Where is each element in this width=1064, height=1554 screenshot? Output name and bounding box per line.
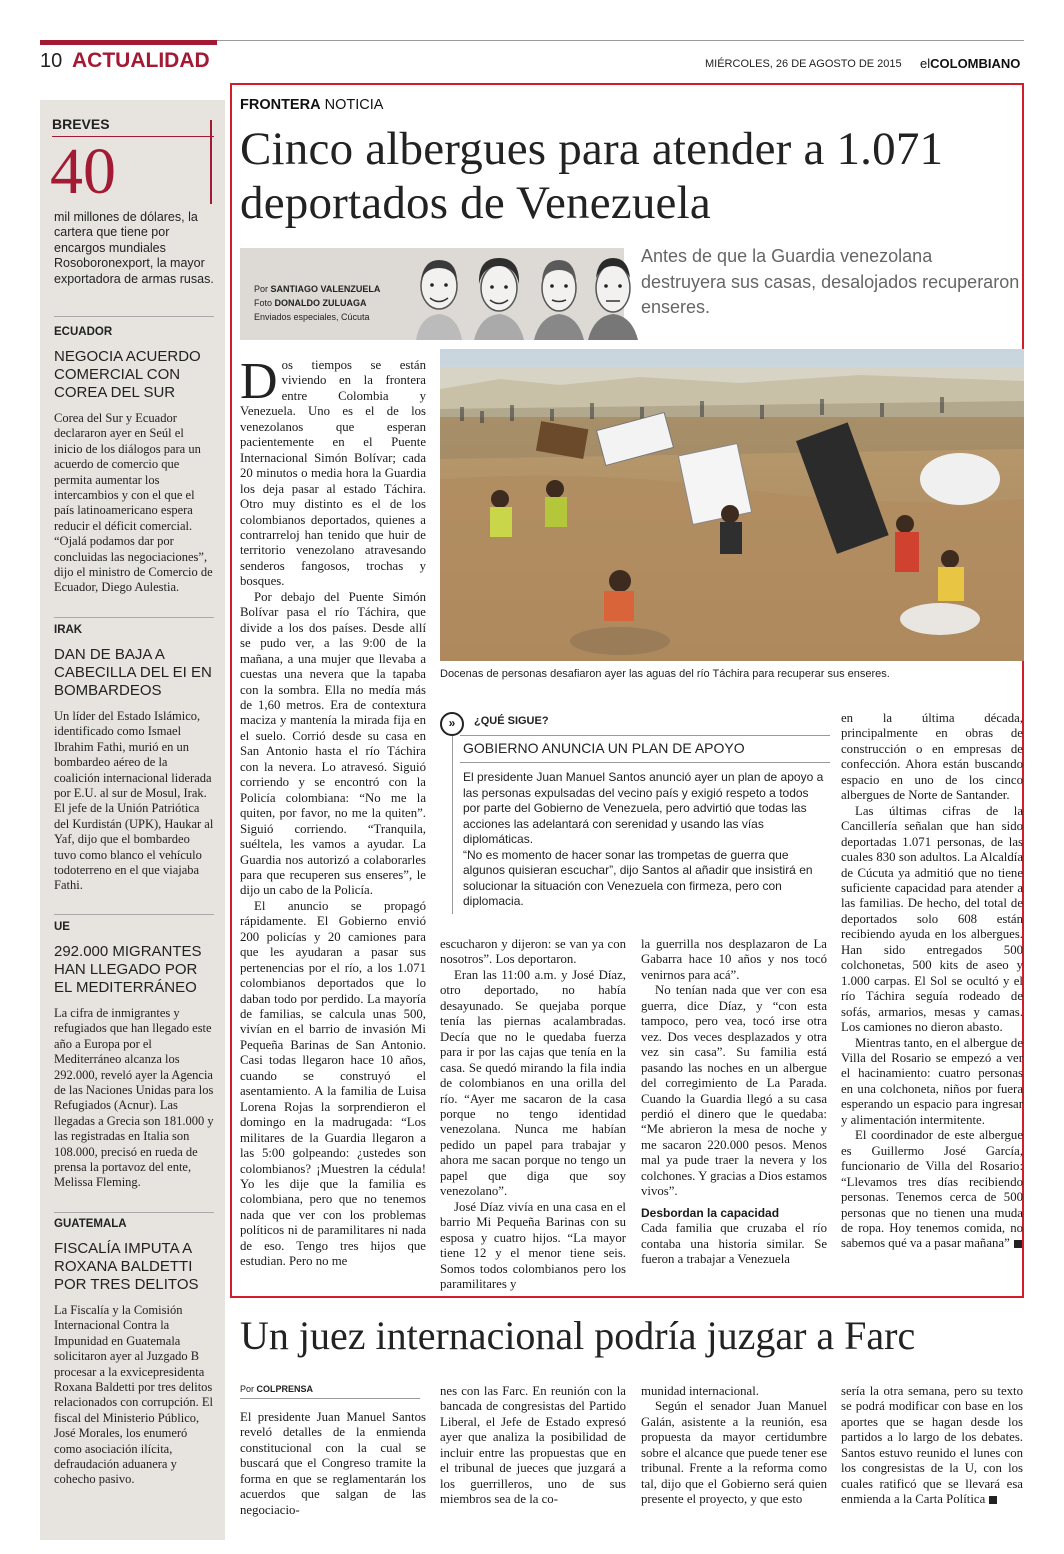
- article-column-1: [240, 353, 426, 1270]
- paragraph: Mientras tanto, en el albergue de Villa del Rosario se empezó a ver el hacinamiento: cuatro personas en una colchoneta, niños por fuera esperando un espacio para ingresar y alimentación intermitente.: [841, 1035, 1023, 1127]
- sidebar-item-ecuador: [54, 326, 214, 596]
- big-number-description: mil millones de dólares, la cartera que tiene por encargos mundiales Rosoboronexport, la mayor exportadora de armas rusas.: [54, 210, 214, 286]
- sidebar-item-text: Corea del Sur y Ecuador declararon ayer en Seúl el inicio de los diálogos para un acuerdo de comercio que permita aumentar los intercambios y con el que el país latinoamericano espera reducir el déficit comercial. “Ojalá podamos dar por concluidas las negociaciones”, dijo el ministro de Comercio de Ecuador, Diego Aulestia.: [54, 411, 213, 595]
- section-accent-bar: [40, 40, 217, 45]
- paragraph: José Díaz vivía en una casa en el barrio Mi Pequeña Barinas con su esposa y cuatro hijos. “La mayor tiene 12 y el menor tiene seis. Somos todos colombianos pero los paramilitares y: [440, 1199, 626, 1291]
- page-number: 10: [40, 50, 63, 72]
- sidebar-item-headline: NEGOCIA ACUERDO COMERCIAL CON COREA DEL SUR: [54, 348, 201, 401]
- article-photo: [440, 349, 1024, 661]
- dropcap: D: [240, 353, 278, 410]
- paragraph: escucharon y dijeron: se van ya con nosotros”. Los deportaron.: [440, 937, 626, 967]
- photographer-portrait: [584, 250, 642, 340]
- paragraph: “No es momento de hacer sonar las trompetas de guerra que algunos quisieran escuchar”, dijo Santos al añadir que insistirá en solucionar la situación con Venezuela con firmeza, pero con diplomacia.: [463, 847, 813, 908]
- sidebar-item-headline: FISCALÍA IMPUTA A ROXANA BALDETTI POR TRES DELITOS: [54, 1240, 199, 1293]
- paragraph: en la última década, principalmente en obras de construcción o en empresas de confección. Ahora están buscando espacio en uno de los cinco albergues de Norte de Santander.: [841, 711, 1023, 803]
- que-sigue-rule: [460, 762, 830, 763]
- que-sigue-label: ¿QUÉ SIGUE?: [474, 715, 549, 727]
- sidebar-divider: [54, 316, 214, 317]
- big-number: 40: [50, 135, 116, 208]
- paragraph-text: El coordinador de este albergue es Guillermo José García, funcionario de Villa del Rosario: “Llevamos tres días recibiendo personas. Tenemos cerca de 500 personas que no tienen una muda de ropa. Hoy tenemos comida, no sabemos qué va a pasar mañana”: [841, 1128, 1023, 1251]
- sidebar-divider: [54, 914, 214, 915]
- paragraph: El presidente Juan Manuel Santos reveló detalles de la enmienda constitucional con la cual se buscará que el Congreso tramite la forma en que se reglamentarán los acuerdos que salgan de las negociacio-: [240, 1410, 426, 1517]
- paragraph: El anuncio se propagó rápidamente. El Gobierno envió 200 policías y 20 camiones para que les ayudaran a pasar sus pertenencias por el río, a los 1.071 colombianos deportados que lo daban todo por perdido. La mayoría de familias, se calcula unas 500, vivían en el barrio de invasión Mi Pequeña Barinas de San Antonio. Casi todas llegaron hace 10 años, cuando se construyó el asentamiento. A la familia de Luisa Lorena Rojas la sorprendieron el domingo en la madrugada: “Los militares de la Guardia llegaron a las 5:00 golpeando: ¿ustedes son colombianos? ¡Muestren la cédula! Yo les dije que la familia es colombiana, pero que no tenemos nada que ver con los problemas políticos ni de paramilitares ni nada de eso. Tengo tres hijos que estudian. Pero no me: [240, 898, 426, 1269]
- paragraph: Según el senador Juan Manuel Galán, asistente a la reunión, esa propuesta da mayor certidumbre sobre el alcance que puede tener ese tribunal. Frente a la reforma como tal, dijo que el Gobierno será quien presente el proyecto, y que esto: [641, 1399, 827, 1507]
- kicker-topic: FRONTERA: [240, 97, 321, 113]
- sidebar-divider: [54, 1212, 214, 1213]
- article-headline: Cinco albergues para atender a 1.071 deportados de Venezuela: [240, 123, 944, 229]
- breves-title: BREVES: [52, 116, 110, 132]
- article-column-3: [641, 937, 827, 1268]
- end-mark: [1014, 1240, 1022, 1248]
- photo-credit-prefix: Foto: [254, 298, 275, 308]
- paragraph-text: os tiempos se están viviendo en la frontera entre Colombia y Venezuela. Uno es el de los venezolanos que esperan pacientemente en el Puente Internacional Simón Bolívar; cada 20 minutos o media hora la Guardia los deja pasar al estado Táchira. Otro muy distinto es el de los colombianos deportados, quienes a contrarreloj han tenido que huir de territorio venezolano atravesando senderos fangosos, trochas y bosques.: [240, 358, 426, 589]
- sidebar-divider: [54, 617, 214, 618]
- section-title: ACTUALIDAD: [72, 49, 210, 72]
- paragraph: munidad internacional.: [641, 1384, 759, 1398]
- paragraph: [841, 1384, 1023, 1508]
- byline: [254, 282, 380, 324]
- article2-headline: Un juez internacional podría juzgar a Farc: [240, 1313, 916, 1358]
- paragraph: El presidente Juan Manuel Santos anunció ayer un plan de apoyo a las personas expulsadas del vecino país y exigió respeto a todos por parte del Gobierno de Venezuela, pero advirtió que todas las acciones las adelantará con serenidad y usando las vías diplomáticas.: [463, 770, 824, 846]
- end-mark: [989, 1496, 997, 1504]
- kicker-type: NOTICIA: [320, 97, 384, 113]
- sidebar-item-guatemala: [54, 1218, 214, 1488]
- paragraph: [240, 353, 426, 590]
- paragraph: la guerrilla nos desplazaron de La Gabarra hace 10 años y nos tocó venirnos para acá”.: [641, 937, 827, 982]
- byline-prefix: Por: [240, 1384, 257, 1394]
- sidebar-item-text: La cifra de inmigrantes y refugiados que han llegado este año a Europa por el Mediterráneo alcanza los 292.000, reveló ayer la Agencia de las Naciones Unidas para los Refugiados (Acnur). Las llegadas a Grecia son 181.000 y las registradas en Italia son 108.000, precisó en rueda de prensa la portavoz del ente, Melissa Fleming.: [54, 1006, 214, 1190]
- sidebar-item-label: IRAK: [54, 624, 83, 636]
- sidebar-item-text: Un líder del Estado Islámico, identificado como Ismael Ibrahim Fathi, murió en un bombardeo aéreo de la coalición internacional liderada por E.U. al sur de Mosul, Irak. El jefe de la Unión Patriótica del Kurdistán (UPK), Haukar al Yaf, dijo que el bombardeo tuvo como blanco el vehículo todoterreno en el que viajaba Fathi.: [54, 709, 214, 893]
- paragraph: Por debajo del Puente Simón Bolívar pasa el río Táchira, que divide a los dos países. Desde allí se pudo ver, a las 9:00 de la mañana, a una mujer que llevaba a cuestas una nevera que la tapaba con la sombra. Ella no medía más de 1,60 metros. Era de contextura maciza y mantenía la mirada fija en el suelo. Corrió desde su casa en San Antonio hasta el río Táchira con la nevera. Lo atravesó. Siguió corriendo y se encontró con la Policía colombiana: “No me la quiten, por favor, no me la quiten”. Siguió corriendo. “Tranquila, suéltela, les vamos a ayudar. La Guardia nos autorizó a colaborarles para que recuperen sus enseres”, le dijo un cabo de la Policía.: [240, 589, 426, 898]
- byline-author: COLPRENSA: [256, 1384, 314, 1394]
- byline-role: Enviados especiales, Cúcuta: [254, 312, 370, 322]
- paragraph: [841, 1128, 1023, 1252]
- article-kicker: [240, 97, 383, 113]
- article2-column-2: [440, 1384, 626, 1508]
- byline-photographer: DONALDO ZULUAGA: [274, 298, 367, 308]
- article-column-2: [440, 937, 626, 1292]
- article2-byline: [240, 1384, 313, 1394]
- article-column-4: [841, 711, 1023, 1252]
- newspaper-brand: [920, 56, 1020, 71]
- article2-column-4: [841, 1384, 1023, 1508]
- byline-prefix: Por: [254, 284, 271, 294]
- author-portrait: [410, 250, 468, 340]
- paragraph: Cada familia que cruzaba el río contaba una historia similar. Se fueron a trabajar a Venezuela: [641, 1221, 827, 1267]
- article-deck: Antes de que la Guardia venezolana destruyera sus casas, desalojados recuperaron enseres.: [641, 246, 1020, 317]
- sidebar-item-headline: DAN DE BAJA A CABECILLA DEL EI EN BOMBARDEOS: [54, 646, 212, 699]
- sidebar-item-label: UE: [54, 921, 70, 933]
- sidebar-item-label: ECUADOR: [54, 326, 113, 338]
- sidebar-item-ue: [54, 921, 214, 1191]
- que-sigue-title: GOBIERNO ANUNCIA UN PLAN DE APOYO: [463, 740, 745, 756]
- sidebar-item-text: La Fiscalía y la Comisión Internacional Contra la Impunidad en Guatemala solicitaron ayer al Juzgado B procesar a la exvicepresidenta Roxana Baldetti por tres delitos relacionados con corrupción. El fiscal del Ministerio Público, José Morales, los enumeró como asociación ilícita, defraudación aduanera y cohecho pasivo.: [54, 1303, 213, 1487]
- paragraph: Las últimas cifras de la Cancillería señalan que han sido deportadas 1.071 personas, de las cuales 830 son adultos. La Alcaldía de Cúcuta ya admitió que no tiene suficiente capacidad para atender a las familias. De hecho, del total de deportados solo 608 están recibiendo ayuda en los albergues. Han sido entregados 500 colchonetas, 500 kits de aseo y 1.000 carpas. El Sol se ocultó y el río Táchira seguía rodeado de sofás, armarios, mesas y camas. Los camiones no dieron abasto.: [841, 803, 1023, 1035]
- paragraph: No tenían nada que ver con esa guerra, dice Díaz, y “con esta tampoco, pero vea, tocó irse otra vez. Dos veces desplazados y otra vez sin casa”. Su familia está pasando las noches en un albergue del corregimiento de La Parada. Cuando la Guardia llegó a su casa perdió el dinero que le quedaba: “Me abrieron la mesa de noche y me sacaron 220.000 pesos. Menos mal ya pude traer la nevera y los colchones. Y gracias a Dios estamos vivos”.: [641, 983, 827, 1199]
- paragraph-text: sería la otra semana, pero su texto se podrá modificar con base en los aportes que se hagan desde los partidos a lo largo de los debates. Santos estuvo reunido el lunes con los congresistas de la U, con los cuales ratificó que se llevará esa enmienda a la Carta Política: [841, 1384, 1023, 1507]
- brand-name: COLOMBIANO: [930, 56, 1021, 71]
- byline-author: SANTIAGO VALENZUELA: [270, 284, 381, 294]
- subhead: Desbordan la capacidad: [641, 1205, 780, 1220]
- que-sigue-body: [463, 770, 827, 910]
- article2-column-1: [240, 1410, 426, 1518]
- photo-caption: Docenas de personas desafiaron ayer las aguas del río Táchira para recuperar sus enseres.: [440, 668, 890, 680]
- author-portrait: [470, 250, 528, 340]
- paragraph: nes con las Farc. En reunión con la bancada de congresistas del Partido Liberal, el Jefe de Estado expresó ayer que analiza la posibilidad de incluir entre las propuestas que en el tribunal de jueces que juzgará a los guerrilleros, uno de sus miembros sea de la co-: [440, 1384, 626, 1507]
- article2-column-3: [641, 1384, 827, 1508]
- que-sigue-rule: [460, 735, 830, 736]
- byline-rule: [240, 1398, 420, 1399]
- sidebar-item-headline: 292.000 MIGRANTES HAN LLEGADO POR EL MEDITERRÁNEO: [54, 943, 202, 996]
- breves-accent-rule: [210, 120, 212, 204]
- que-sigue-vertical-rule: [452, 736, 453, 914]
- sidebar-item-irak: [54, 624, 214, 894]
- photographer-portrait: [530, 250, 588, 340]
- brand-prefix: el: [920, 56, 931, 71]
- river-crossing-image: [440, 349, 1024, 661]
- dateline: MIÉRCOLES, 26 DE AGOSTO DE 2015: [705, 58, 902, 70]
- paragraph: Eran las 11:00 a.m. y José Díaz, otro deportado, no había desayunado. Se quejaba porque tenía las piernas acalambradas. Decía que no le quedaba fuerza para ir por las cajas que tenía en la casa. Se quedó mirando la fila india de colombianos en una orilla del río. “Ayer me sacaron de la casa porque no tengo identidad venezolana. Nunca me habían pedido un papel para trabajar y ahora me sacan porque no tengo un papel que diga que soy venezolano”.: [440, 967, 626, 1199]
- sidebar-item-label: GUATEMALA: [54, 1218, 127, 1230]
- chevron-right-icon: »: [440, 712, 464, 736]
